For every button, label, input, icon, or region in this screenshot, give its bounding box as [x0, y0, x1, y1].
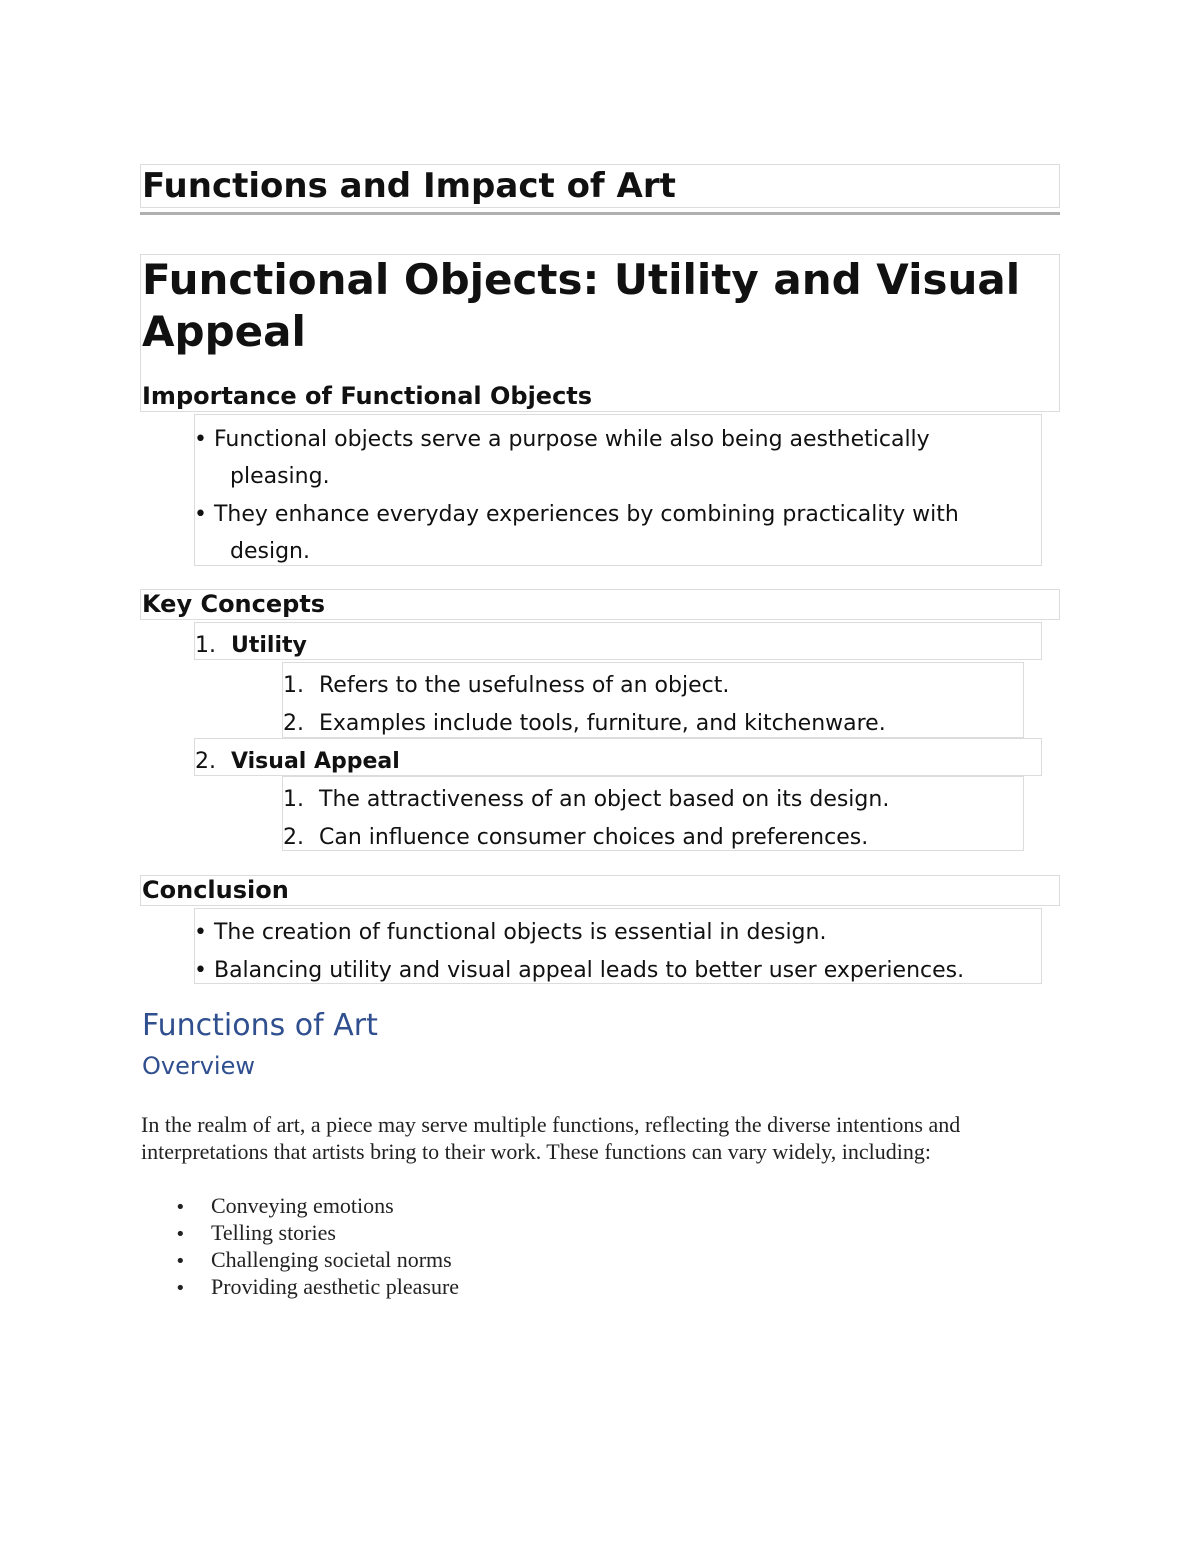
importance-item-2 — [194, 499, 959, 531]
conclusion-heading: Conclusion — [142, 876, 289, 904]
list-item — [175, 1274, 460, 1300]
sub-number: 2. — [283, 825, 304, 850]
overview-heading: Overview — [142, 1052, 255, 1080]
bullet-icon: • — [175, 1197, 186, 1218]
bullet-icon: • — [194, 920, 207, 945]
importance-heading: Importance of Functional Objects — [142, 382, 593, 410]
list-item-text: Conveying emotions — [211, 1193, 394, 1218]
sub-text: Examples include tools, furniture, and kitchenware. — [319, 711, 886, 736]
conclusion-item-1-text: The creation of functional objects is essential in design. — [213, 920, 827, 945]
bullet-icon: • — [194, 427, 207, 452]
conclusion-item-1 — [194, 917, 826, 949]
conclusion-item-2-text: Balancing utility and visual appeal leads to better user experiences. — [213, 958, 965, 983]
importance-item-2-line1: They enhance everyday experiences by combining practicality with — [213, 502, 959, 527]
sub-text: Can influence consumer choices and preferences. — [319, 825, 869, 850]
sub-number: 2. — [283, 711, 304, 736]
bullet-icon: • — [175, 1278, 186, 1299]
bullet-icon: • — [175, 1251, 186, 1272]
sub-text: The attractiveness of an object based on its design. — [319, 787, 890, 812]
sub-number: 1. — [283, 787, 304, 812]
bullet-icon: • — [194, 502, 207, 527]
title-divider — [140, 212, 1060, 215]
concept-1 — [195, 630, 307, 662]
overview-paragraph: In the realm of art, a piece may serve multiple functions, reflecting the diverse intentions and interpretations that artists bring to their work. These functions can vary widely, including: — [141, 1112, 961, 1164]
sub-number: 1. — [283, 673, 304, 698]
bullet-icon: • — [194, 958, 207, 983]
concept-1-sub-2 — [283, 708, 886, 740]
concept-1-number: 1. — [195, 633, 216, 658]
functions-of-art-heading: Functions of Art — [142, 1008, 378, 1043]
concept-2-label: Visual Appeal — [231, 749, 400, 774]
list-item-text: Challenging societal norms — [211, 1247, 452, 1272]
list-item — [175, 1193, 394, 1219]
concept-2-sub-2 — [283, 822, 868, 854]
conclusion-item-2 — [194, 955, 964, 987]
importance-item-1 — [194, 424, 930, 456]
section1-heading-text: Functional Objects: Utility and Visual Appeal — [142, 255, 1021, 356]
concept-2 — [195, 746, 400, 778]
importance-item-1-line1: Functional objects serve a purpose while also being aesthetically — [213, 427, 930, 452]
concept-1-label: Utility — [231, 633, 307, 658]
document-title: Functions and Impact of Art — [142, 166, 676, 206]
list-item — [175, 1247, 452, 1273]
concept-2-sub-1 — [283, 784, 889, 816]
list-item-text: Telling stories — [211, 1220, 336, 1245]
list-item — [175, 1220, 336, 1246]
concept-2-number: 2. — [195, 749, 216, 774]
importance-item-2-line2: design. — [230, 539, 310, 564]
section1-heading — [142, 254, 1042, 358]
importance-item-1-line2: pleasing. — [230, 464, 330, 489]
key-concepts-heading: Key Concepts — [142, 590, 326, 618]
concept-1-sub-1 — [283, 670, 729, 702]
sub-text: Refers to the usefulness of an object. — [319, 673, 730, 698]
concept-1-box — [194, 622, 1042, 660]
list-item-text: Providing aesthetic pleasure — [211, 1274, 460, 1299]
bullet-icon: • — [175, 1224, 186, 1245]
